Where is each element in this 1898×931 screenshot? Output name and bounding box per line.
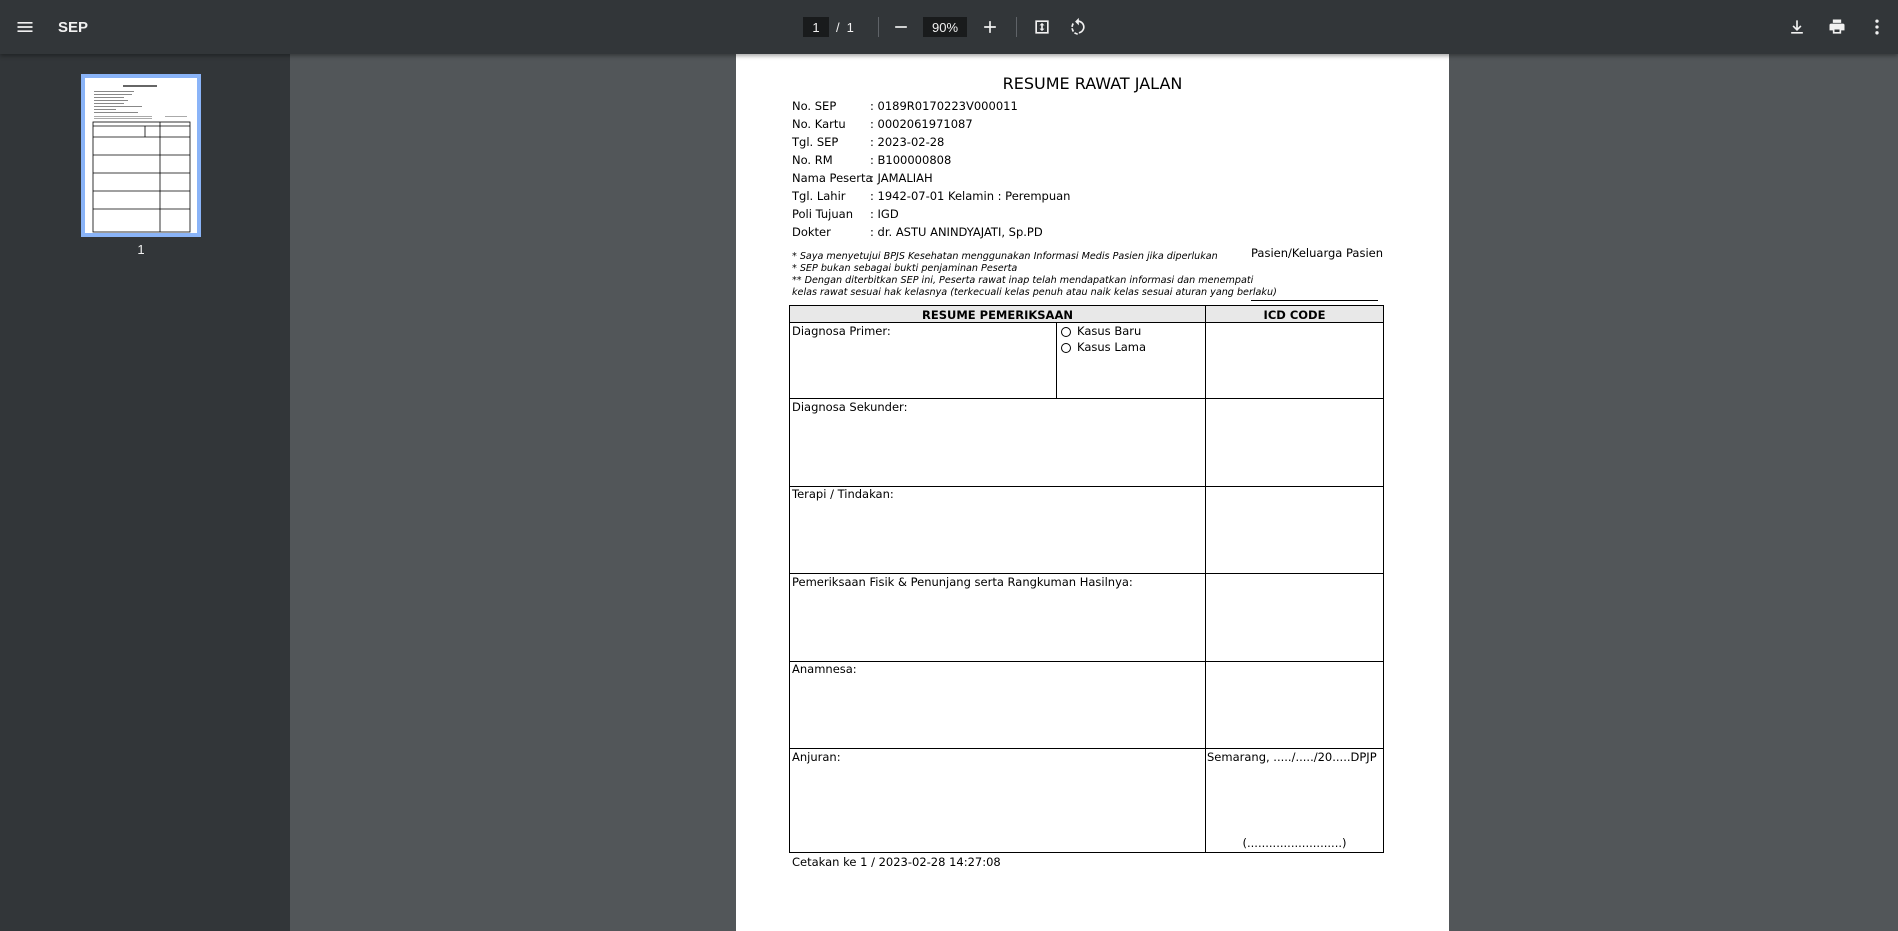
- consent-note: ** Dengan diterbitkan SEP ini, Peserta rawat inap telah mendapatkan informasi dan menempati: [792, 275, 1254, 286]
- document-title: SEP: [58, 18, 89, 36]
- table-header-icd: ICD CODE: [1263, 308, 1326, 322]
- kasus-baru-label: Kasus Baru: [1077, 324, 1142, 338]
- patient-signature-label: Pasien/Keluarga Pasien: [1251, 246, 1384, 260]
- pdf-toolbar: [0, 0, 1898, 54]
- info-value: : JAMALIAH: [870, 171, 933, 185]
- more-options-button[interactable]: [1859, 9, 1895, 45]
- page-separator: /: [836, 19, 840, 35]
- kasus-baru-radio[interactable]: [1061, 327, 1071, 337]
- anjuran-label: Anjuran:: [792, 750, 841, 764]
- info-value: : B100000808: [870, 153, 952, 167]
- terapi-label: Terapi / Tindakan:: [792, 487, 894, 501]
- info-label: No. SEP: [792, 99, 837, 113]
- diagnosa-sekunder-label: Diagnosa Sekunder:: [792, 400, 908, 414]
- print-footer: Cetakan ke 1 / 2023-02-28 14:27:08: [792, 855, 1001, 869]
- fit-page-button[interactable]: [1024, 9, 1060, 45]
- thumbnail-page-number: 1: [137, 242, 145, 257]
- zoom-out-button[interactable]: [883, 9, 919, 45]
- info-value: : dr. ASTU ANINDYAJATI, Sp.PD: [870, 225, 1043, 239]
- rotate-icon: [1068, 17, 1088, 37]
- info-label: No. Kartu: [792, 117, 846, 131]
- info-value: : 2023-02-28: [870, 135, 945, 149]
- thumbnail-preview-icon: [85, 78, 197, 233]
- consent-note: * Saya menyetujui BPJS Kesehatan menggunakan Informasi Medis Pasien jika diperlukan: [792, 251, 1218, 262]
- menu-icon[interactable]: [7, 9, 43, 45]
- zoom-in-button[interactable]: [972, 9, 1008, 45]
- kasus-lama-label: Kasus Lama: [1077, 340, 1147, 354]
- fit-to-page-icon: [1032, 17, 1052, 37]
- plus-icon: [980, 17, 1000, 37]
- zoom-input[interactable]: [923, 17, 967, 37]
- page-total: 1: [846, 19, 854, 35]
- info-value: : 0189R0170223V000011: [870, 99, 1018, 113]
- thumbnail-sidebar: [0, 54, 290, 931]
- place-date-dpjp: Semarang, ...../...../20.....DPJP: [1207, 750, 1377, 764]
- info-label: Dokter: [792, 225, 831, 239]
- page-number-input[interactable]: [803, 17, 829, 37]
- download-icon: [1787, 17, 1807, 37]
- pdf-page: [736, 54, 1449, 931]
- diagnosa-primer-label: Diagnosa Primer:: [792, 324, 891, 338]
- page-thumbnail[interactable]: [81, 74, 201, 237]
- document-heading: RESUME RAWAT JALAN: [1002, 74, 1183, 93]
- print-icon: [1827, 17, 1847, 37]
- consent-note: * SEP bukan sebagai bukti penjaminan Peserta: [792, 263, 1018, 274]
- pemeriksaan-label: Pemeriksaan Fisik & Penunjang serta Rangkuman Hasilnya:: [792, 575, 1133, 589]
- toolbar-divider: [878, 17, 879, 37]
- dpjp-signature-dots: (..........................): [1242, 836, 1347, 850]
- info-label: Tgl. Lahir: [792, 189, 846, 203]
- table-header-resume: RESUME PEMERIKSAAN: [922, 308, 1073, 322]
- more-vert-icon: [1867, 17, 1887, 37]
- info-label: No. RM: [792, 153, 833, 167]
- info-value: : 1942-07-01 Kelamin : Perempuan: [870, 189, 1071, 203]
- toolbar-divider: [1016, 17, 1017, 37]
- anamnesa-label: Anamnesa:: [792, 662, 857, 676]
- info-value: : IGD: [870, 207, 899, 221]
- info-label: Poli Tujuan: [792, 207, 853, 221]
- print-button[interactable]: [1819, 9, 1855, 45]
- info-label: Tgl. SEP: [792, 135, 839, 149]
- minus-icon: [891, 17, 911, 37]
- download-button[interactable]: [1779, 9, 1815, 45]
- consent-note: kelas rawat sesuai hak kelasnya (terkecuali kelas penuh atau naik kelas sesuai aturan yang berlaku): [792, 287, 1277, 298]
- info-label: Nama Peserta: [792, 171, 873, 185]
- rotate-button[interactable]: [1060, 9, 1096, 45]
- kasus-lama-radio[interactable]: [1061, 343, 1071, 353]
- info-value: : 0002061971087: [870, 117, 973, 131]
